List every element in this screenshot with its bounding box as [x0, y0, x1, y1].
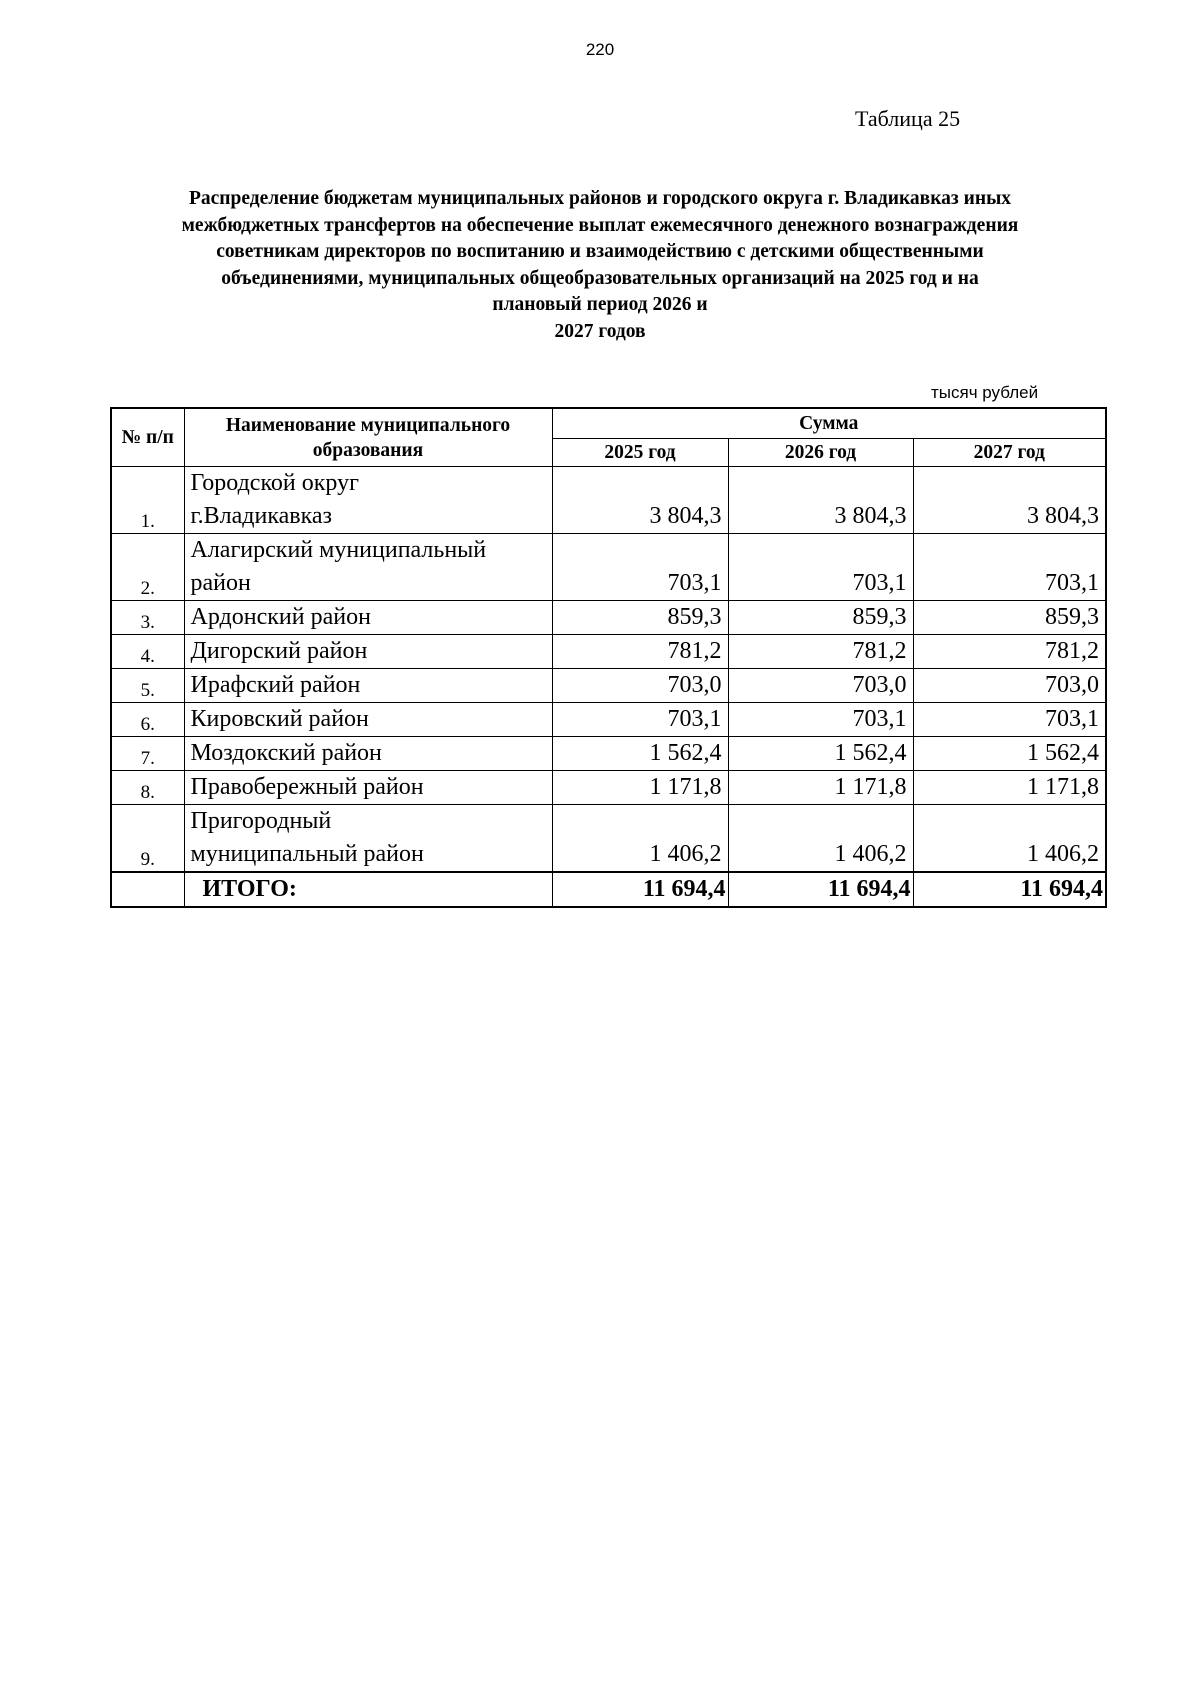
value-2026: 1 171,8 — [728, 771, 913, 805]
row-name — [184, 805, 552, 873]
units-label: тысяч рублей — [931, 383, 1039, 402]
header-sum: Сумма — [552, 408, 1106, 439]
row-name: Кировский район — [184, 703, 552, 737]
document-title — [100, 186, 1100, 345]
row-name-line2: район — [190, 570, 251, 596]
value-2027: 859,3 — [913, 601, 1106, 635]
value-2026: 703,1 — [728, 534, 913, 601]
header-name — [184, 408, 552, 467]
value-2027: 3 804,3 — [913, 467, 1106, 534]
table-row — [111, 737, 1106, 771]
total-row — [111, 872, 1106, 907]
title-line: объединениями, муниципальных общеобразовательных организаций на 2025 год и на — [221, 267, 979, 289]
value-2026: 703,0 — [728, 669, 913, 703]
header-number: № п/п — [111, 408, 184, 467]
row-name-line2: муниципальный район — [190, 841, 424, 867]
value-2025: 703,1 — [552, 703, 728, 737]
row-name: Правобережный район — [184, 771, 552, 805]
header-year-2027: 2027 год — [913, 439, 1106, 467]
value-2025: 3 804,3 — [552, 467, 728, 534]
table-row — [111, 805, 1106, 873]
value-2025: 1 406,2 — [552, 805, 728, 873]
title-line: Распределение бюджетам муниципальных районов и городского округа г. Владикавказ иных — [188, 188, 1012, 209]
table-row — [111, 467, 1106, 534]
value-2026: 1 406,2 — [728, 805, 913, 873]
row-name: Ирафский район — [184, 669, 552, 703]
header-year-2026: 2026 год — [728, 439, 913, 467]
total-label: ИТОГО: — [184, 872, 552, 907]
value-2027: 1 171,8 — [913, 771, 1106, 805]
row-name: Дигорский район — [184, 635, 552, 669]
table-row — [111, 601, 1106, 635]
total-number-cell — [111, 872, 184, 907]
table-label: Таблица 25 — [855, 106, 961, 131]
value-2025: 1 171,8 — [552, 771, 728, 805]
value-2027: 781,2 — [913, 635, 1106, 669]
table-row — [111, 635, 1106, 669]
table-row — [111, 534, 1106, 601]
title-line: межбюджетных трансфертов на обеспечение выплат ежемесячного денежного вознаграждения — [181, 214, 1019, 236]
header-name-line2: образования — [312, 439, 424, 461]
value-2026: 781,2 — [728, 635, 913, 669]
row-name — [184, 534, 552, 601]
page-number: 220 — [585, 40, 615, 59]
value-2025: 859,3 — [552, 601, 728, 635]
row-name-line1: Алагирский муниципальный — [190, 537, 487, 563]
value-2026: 703,1 — [728, 703, 913, 737]
row-number: 6. — [111, 703, 184, 737]
row-name — [184, 467, 552, 534]
table-row — [111, 669, 1106, 703]
header-name-line1: Наименование муниципального — [225, 414, 511, 436]
title-line: плановый период 2026 и — [492, 294, 708, 315]
row-number: 4. — [111, 635, 184, 669]
row-number: 9. — [111, 805, 184, 873]
row-name: Моздокский район — [184, 737, 552, 771]
value-2025: 703,0 — [552, 669, 728, 703]
table-row — [111, 771, 1106, 805]
row-name-line1: Пригородный — [190, 808, 332, 834]
value-2027: 1 406,2 — [913, 805, 1106, 873]
distribution-table — [110, 407, 1107, 908]
total-2027: 11 694,4 — [913, 872, 1106, 907]
value-2027: 703,0 — [913, 669, 1106, 703]
value-2025: 1 562,4 — [552, 737, 728, 771]
table-row — [111, 703, 1106, 737]
row-name-line1: Городской округ — [190, 470, 359, 496]
value-2026: 3 804,3 — [728, 467, 913, 534]
row-number: 7. — [111, 737, 184, 771]
value-2026: 859,3 — [728, 601, 913, 635]
title-line: советникам директоров по воспитанию и взаимодействию с детскими общественными — [216, 241, 984, 262]
row-number: 3. — [111, 601, 184, 635]
row-number: 8. — [111, 771, 184, 805]
value-2027: 703,1 — [913, 534, 1106, 601]
value-2027: 703,1 — [913, 703, 1106, 737]
title-line: 2027 годов — [554, 320, 646, 342]
row-number: 1. — [111, 467, 184, 534]
row-number: 5. — [111, 669, 184, 703]
row-name-line2: г.Владикавказ — [190, 503, 333, 529]
header-year-2025: 2025 год — [552, 439, 728, 467]
total-2025: 11 694,4 — [552, 872, 728, 907]
total-2026: 11 694,4 — [728, 872, 913, 907]
row-name: Ардонский район — [184, 601, 552, 635]
value-2026: 1 562,4 — [728, 737, 913, 771]
value-2027: 1 562,4 — [913, 737, 1106, 771]
row-number: 2. — [111, 534, 184, 601]
value-2025: 703,1 — [552, 534, 728, 601]
value-2025: 781,2 — [552, 635, 728, 669]
